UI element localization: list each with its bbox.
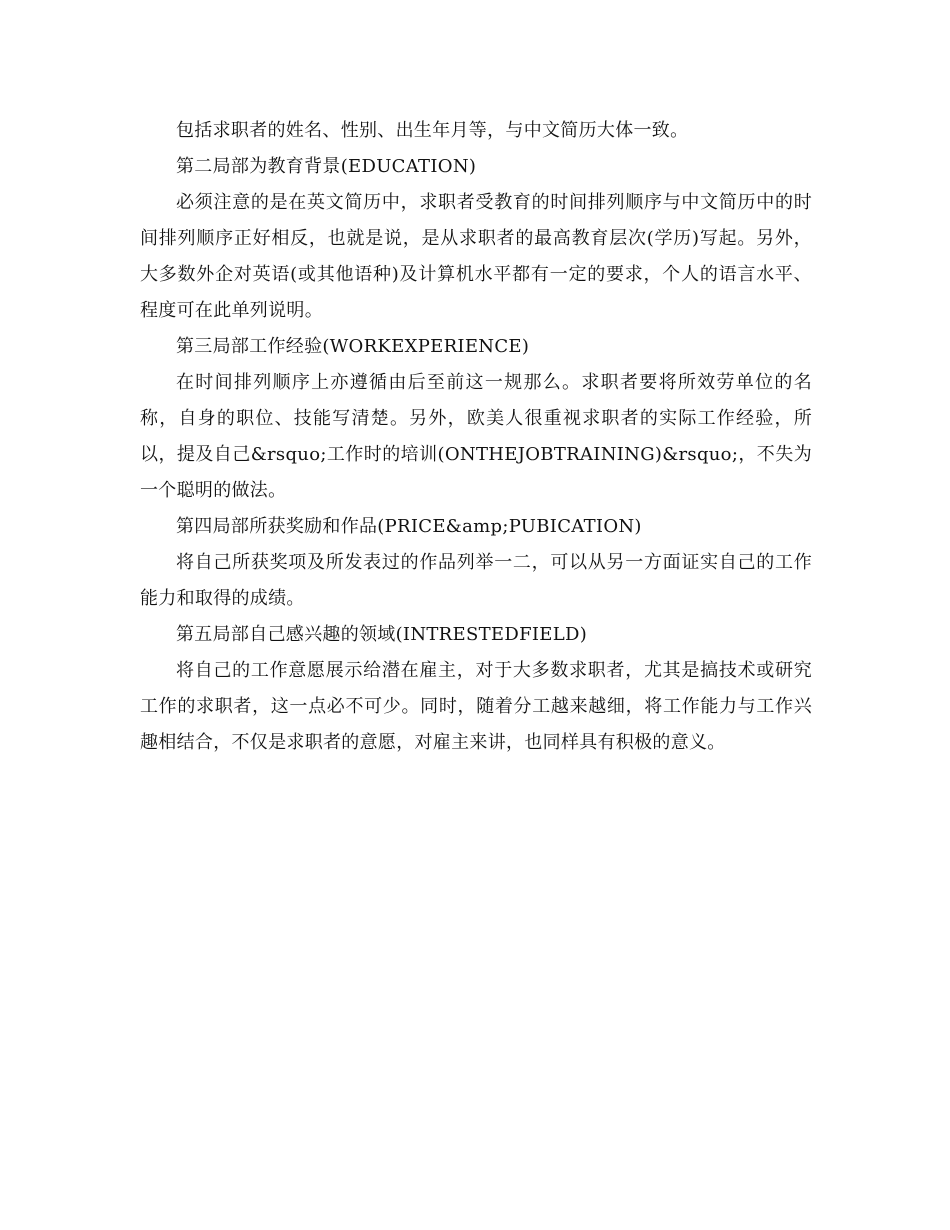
awards-paragraph: 将自己所获奖项及所发表过的作品列举一二，可以从另一方面证实自己的工作能力和取得的成绩。 <box>140 552 812 609</box>
work-experience-heading: 第三局部工作经验(WORKEXPERIENCE) <box>176 336 530 357</box>
work-experience-paragraph: 在时间排列顺序上亦遵循由后至前这一规那么。求职者要将所效劳单位的名称，自身的职位、技能写清楚。另外，欧美人很重视求职者的实际工作经验，所以，提及自己&rsquo;工作时的培训(ONTHEJOBTRAINING)&rsquo;，不失为一个聪明的做法。 <box>140 372 812 501</box>
document-body <box>140 113 812 761</box>
education-paragraph: 必须注意的是在英文简历中，求职者受教育的时间排列顺序与中文简历中的时间排列顺序正好相反，也就是说，是从求职者的最高教育层次(学历)写起。另外，大多数外企对英语(或其他语种)及计算机水平都有一定的要求，个人的语言水平、程度可在此单列说明。 <box>140 192 812 321</box>
interests-paragraph: 将自己的工作意愿展示给潜在雇主，对于大多数求职者，尤其是搞技术或研究工作的求职者，这一点必不可少。同时，随着分工越来越细，将工作能力与工作兴趣相结合，不仅是求职者的意愿，对雇主来讲，也同样具有积极的意义。 <box>140 660 812 753</box>
awards-heading: 第四局部所获奖励和作品(PRICE&amp;PUBICATION) <box>176 516 642 537</box>
education-heading: 第二局部为教育背景(EDUCATION) <box>176 156 477 177</box>
interests-heading: 第五局部自己感兴趣的领域(INTRESTEDFIELD) <box>176 624 588 645</box>
personal-info-paragraph: 包括求职者的姓名、性别、出生年月等，与中文简历大体一致。 <box>176 120 689 141</box>
